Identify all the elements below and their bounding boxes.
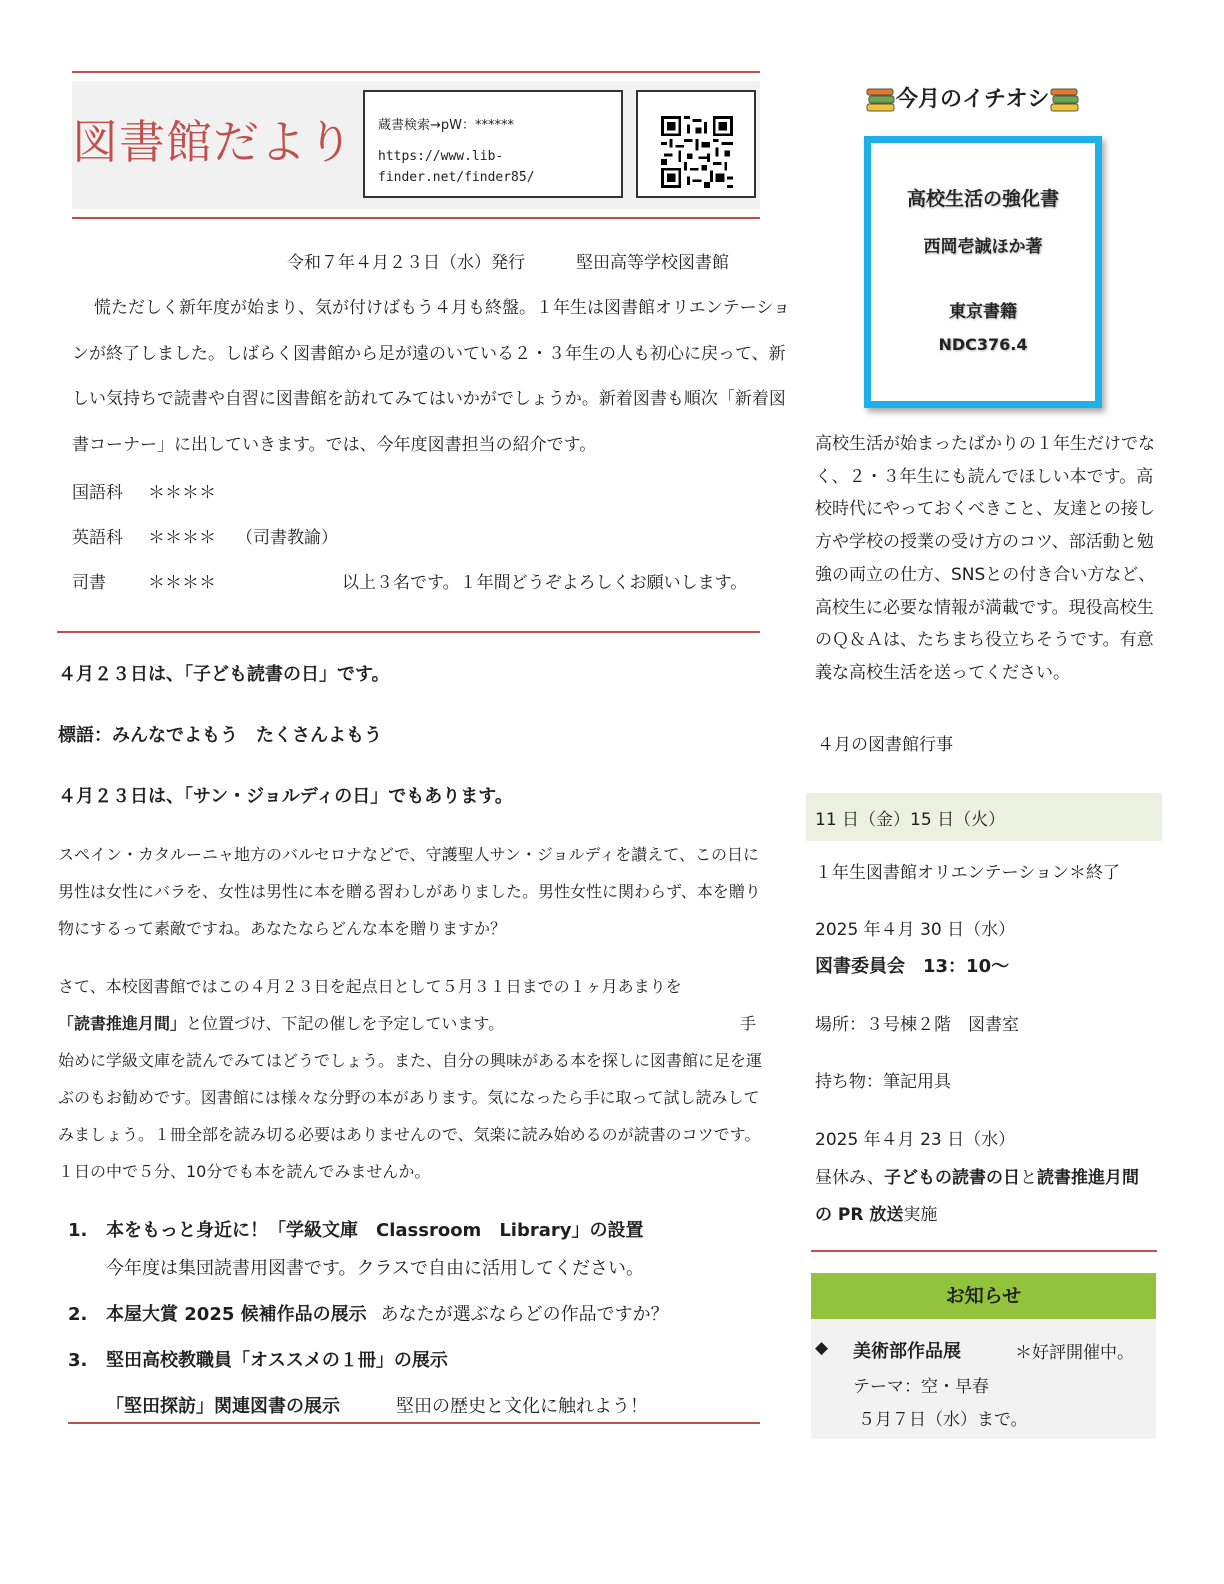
notice-title: 美術部作品展 [853, 1341, 961, 1362]
extra-event-title: 「堅田探訪」関連図書の展示 [106, 1396, 340, 1417]
month-intro-line2-text: と位置づけ、下記の催しを予定しています。 [186, 1014, 505, 1033]
event-title: 本屋大賞 2025 候補作品の展示 [106, 1304, 367, 1325]
extra-event [106, 1392, 648, 1418]
committee-place: 場所：３号棟２階 図書室 [815, 1015, 1019, 1035]
staff-role: 司書 [72, 573, 106, 593]
orientation-text: １年生図書館オリエンテーション＊終了 [815, 863, 1120, 883]
catalog-search-label: 蔵書検索→pW：****** [378, 118, 514, 133]
san-jordi-heading: ４月２３日は、「サン・ジョルディの日」でもあります。 [58, 786, 513, 807]
newsletter-title: 図書館だより [72, 115, 354, 169]
event-item [68, 1216, 643, 1242]
event-number: 2. [68, 1304, 88, 1325]
book-title: 高校生活の強化書 [906, 188, 1059, 210]
masthead-bottom-rule [72, 217, 760, 219]
reading-day-heading: ４月２３日は、「子ども読書の日」です。 [58, 664, 390, 685]
staff-row-japanese [72, 478, 216, 503]
committee-title: 図書委員会 13：10～ [815, 956, 1010, 977]
committee-bring: 持ち物：筆記用具 [815, 1072, 951, 1092]
orientation-date: 11 日（金）15 日（火） [815, 810, 1006, 830]
pr-bold-broadcast: 読書推進月間の PR 放送 [815, 1168, 1140, 1225]
month-intro-line1: さて、本校図書館ではこの４月２３日を起点日として５月３１日までの１ヶ月あまりを [58, 977, 682, 996]
pr-date: 2025 年４月 23 日（水） [815, 1130, 1016, 1150]
staff-role: 国語科 [72, 483, 123, 503]
event-item [68, 1346, 448, 1372]
pr-bold-reading-day: 子どもの読書の日 [884, 1168, 1021, 1188]
month-intro-line2 [58, 1005, 504, 1042]
staff-note: （司書教諭） [236, 528, 338, 548]
staff-name: ＊＊＊＊ [148, 483, 216, 503]
pr-suffix: 実施 [903, 1205, 938, 1225]
section-rule [57, 631, 760, 633]
library-events-heading: ４月の図書館行事 [817, 735, 953, 755]
notice-until: ５月７日（水）まで。 [858, 1410, 1028, 1430]
committee-date: 2025 年４月 30 日（水） [815, 920, 1016, 940]
notice-status: ＊好評開催中。 [1015, 1343, 1134, 1363]
pick-heading [866, 82, 1080, 113]
event-number: 3. [68, 1350, 88, 1371]
books-icon [866, 87, 896, 113]
event-title: 堅田高校教職員「オススメの１冊」の展示 [106, 1350, 448, 1371]
staff-closing: 以上３名です。１年間どうぞよろしくお願いします。 [342, 573, 748, 593]
staff-name: ＊＊＊＊ [148, 528, 216, 548]
pr-description [815, 1160, 1155, 1234]
notice-heading: お知らせ [811, 1273, 1156, 1319]
staff-name: ＊＊＊＊ [148, 573, 216, 593]
book-author: 西岡壱誠ほか著 [923, 237, 1043, 257]
event-desc: 今年度は集団読書用図書です。クラスで自由に活用してください。 [106, 1258, 645, 1279]
top-rule [72, 71, 760, 73]
event-desc: あなたが選ぶならどの作品ですか？ [380, 1304, 669, 1325]
pr-mid: と [1020, 1168, 1038, 1188]
notice-bullet: ◆ [815, 1338, 829, 1358]
book-publisher: 東京書籍 [949, 302, 1017, 322]
notice-rule [811, 1250, 1157, 1252]
staff-row-librarian [72, 568, 216, 593]
bottom-rule [68, 1422, 760, 1424]
staff-row-english [72, 523, 338, 548]
issue-line: 令和７年４月２３日（水）発行 堅田高等学校図書館 [287, 253, 729, 273]
san-jordi-paragraph: スペイン・カタルーニャ地方のバルセロナなどで、守護聖人サン・ジョルディを讃えて、この日に男性は女性にバラを、女性は男性に本を贈る習わしがありました。男性女性に関わらず、本を贈り物にするって素敵ですね。あなたならどんな本を贈りますか？ [58, 845, 761, 938]
event-item [68, 1300, 669, 1326]
books-icon [1050, 87, 1080, 113]
slogan: 標語：みんなでよもう たくさんよもう [58, 725, 382, 746]
intro-paragraph: 慌ただしく新年度が始まり、気が付けばもう４月も終盤。１年生は図書館オリエンテーションが終了しました。しばらく図書館から足が遠のいている２・３年生の人も初心に戻って、新しい気持ちで読書や自習に図書館を訪れてみてはいかがでしょうか。新着図書も順次「新着図書コーナー」に出していきます。では、今年度図書担当の紹介です。 [72, 298, 790, 455]
catalog-search-url[interactable]: https://www.lib-finder.net/finder85/ [378, 149, 535, 185]
book-review: 高校生活が始まったばかりの１年生だけでなく、２・３年生にも読んでほしい本です。高校時代にやっておくべきこと、友達との接し方や学校の授業の受け方のコツ、部活動と勉強の両立の仕方、SNSとの付き合い方など、高校生に必要な情報が満載です。現役高校生のＱ＆Ａは、たちまち役立ちそうです。有意義な高校生活を送ってください。 [815, 434, 1156, 683]
extra-event-desc: 堅田の歴史と文化に触れよう！ [396, 1396, 648, 1417]
reading-month-highlight: 「読書推進月間」 [58, 1014, 187, 1033]
qr-code-icon[interactable] [661, 116, 733, 188]
pr-prefix: 昼休み、 [815, 1168, 885, 1188]
pick-heading-text: 今月のイチオシ [896, 87, 1050, 112]
event-title: 本をもっと身近に！「学級文庫 Classroom Library」の設置 [106, 1220, 644, 1241]
month-intro-tail: 手 [740, 1014, 757, 1033]
notice-theme: テーマ：空・早春 [853, 1377, 989, 1397]
month-intro-body: 始めに学級文庫を読んでみてはどうでしょう。また、自分の興味がある本を探しに図書館に足を運ぶのもお勧めです。図書館には様々な分野の本があります。気になったら手に取って試し読みしてみましょう。１冊全部を読み切る必要はありませんので、気楽に読み始めるのが読書のコツです。１日の中で５分、10分でも本を読んでみませんか。 [58, 1051, 763, 1181]
book-card [864, 136, 1102, 408]
staff-role: 英語科 [72, 528, 123, 548]
book-ndc: NDC376.4 [938, 335, 1028, 354]
event-number: 1. [68, 1220, 88, 1241]
